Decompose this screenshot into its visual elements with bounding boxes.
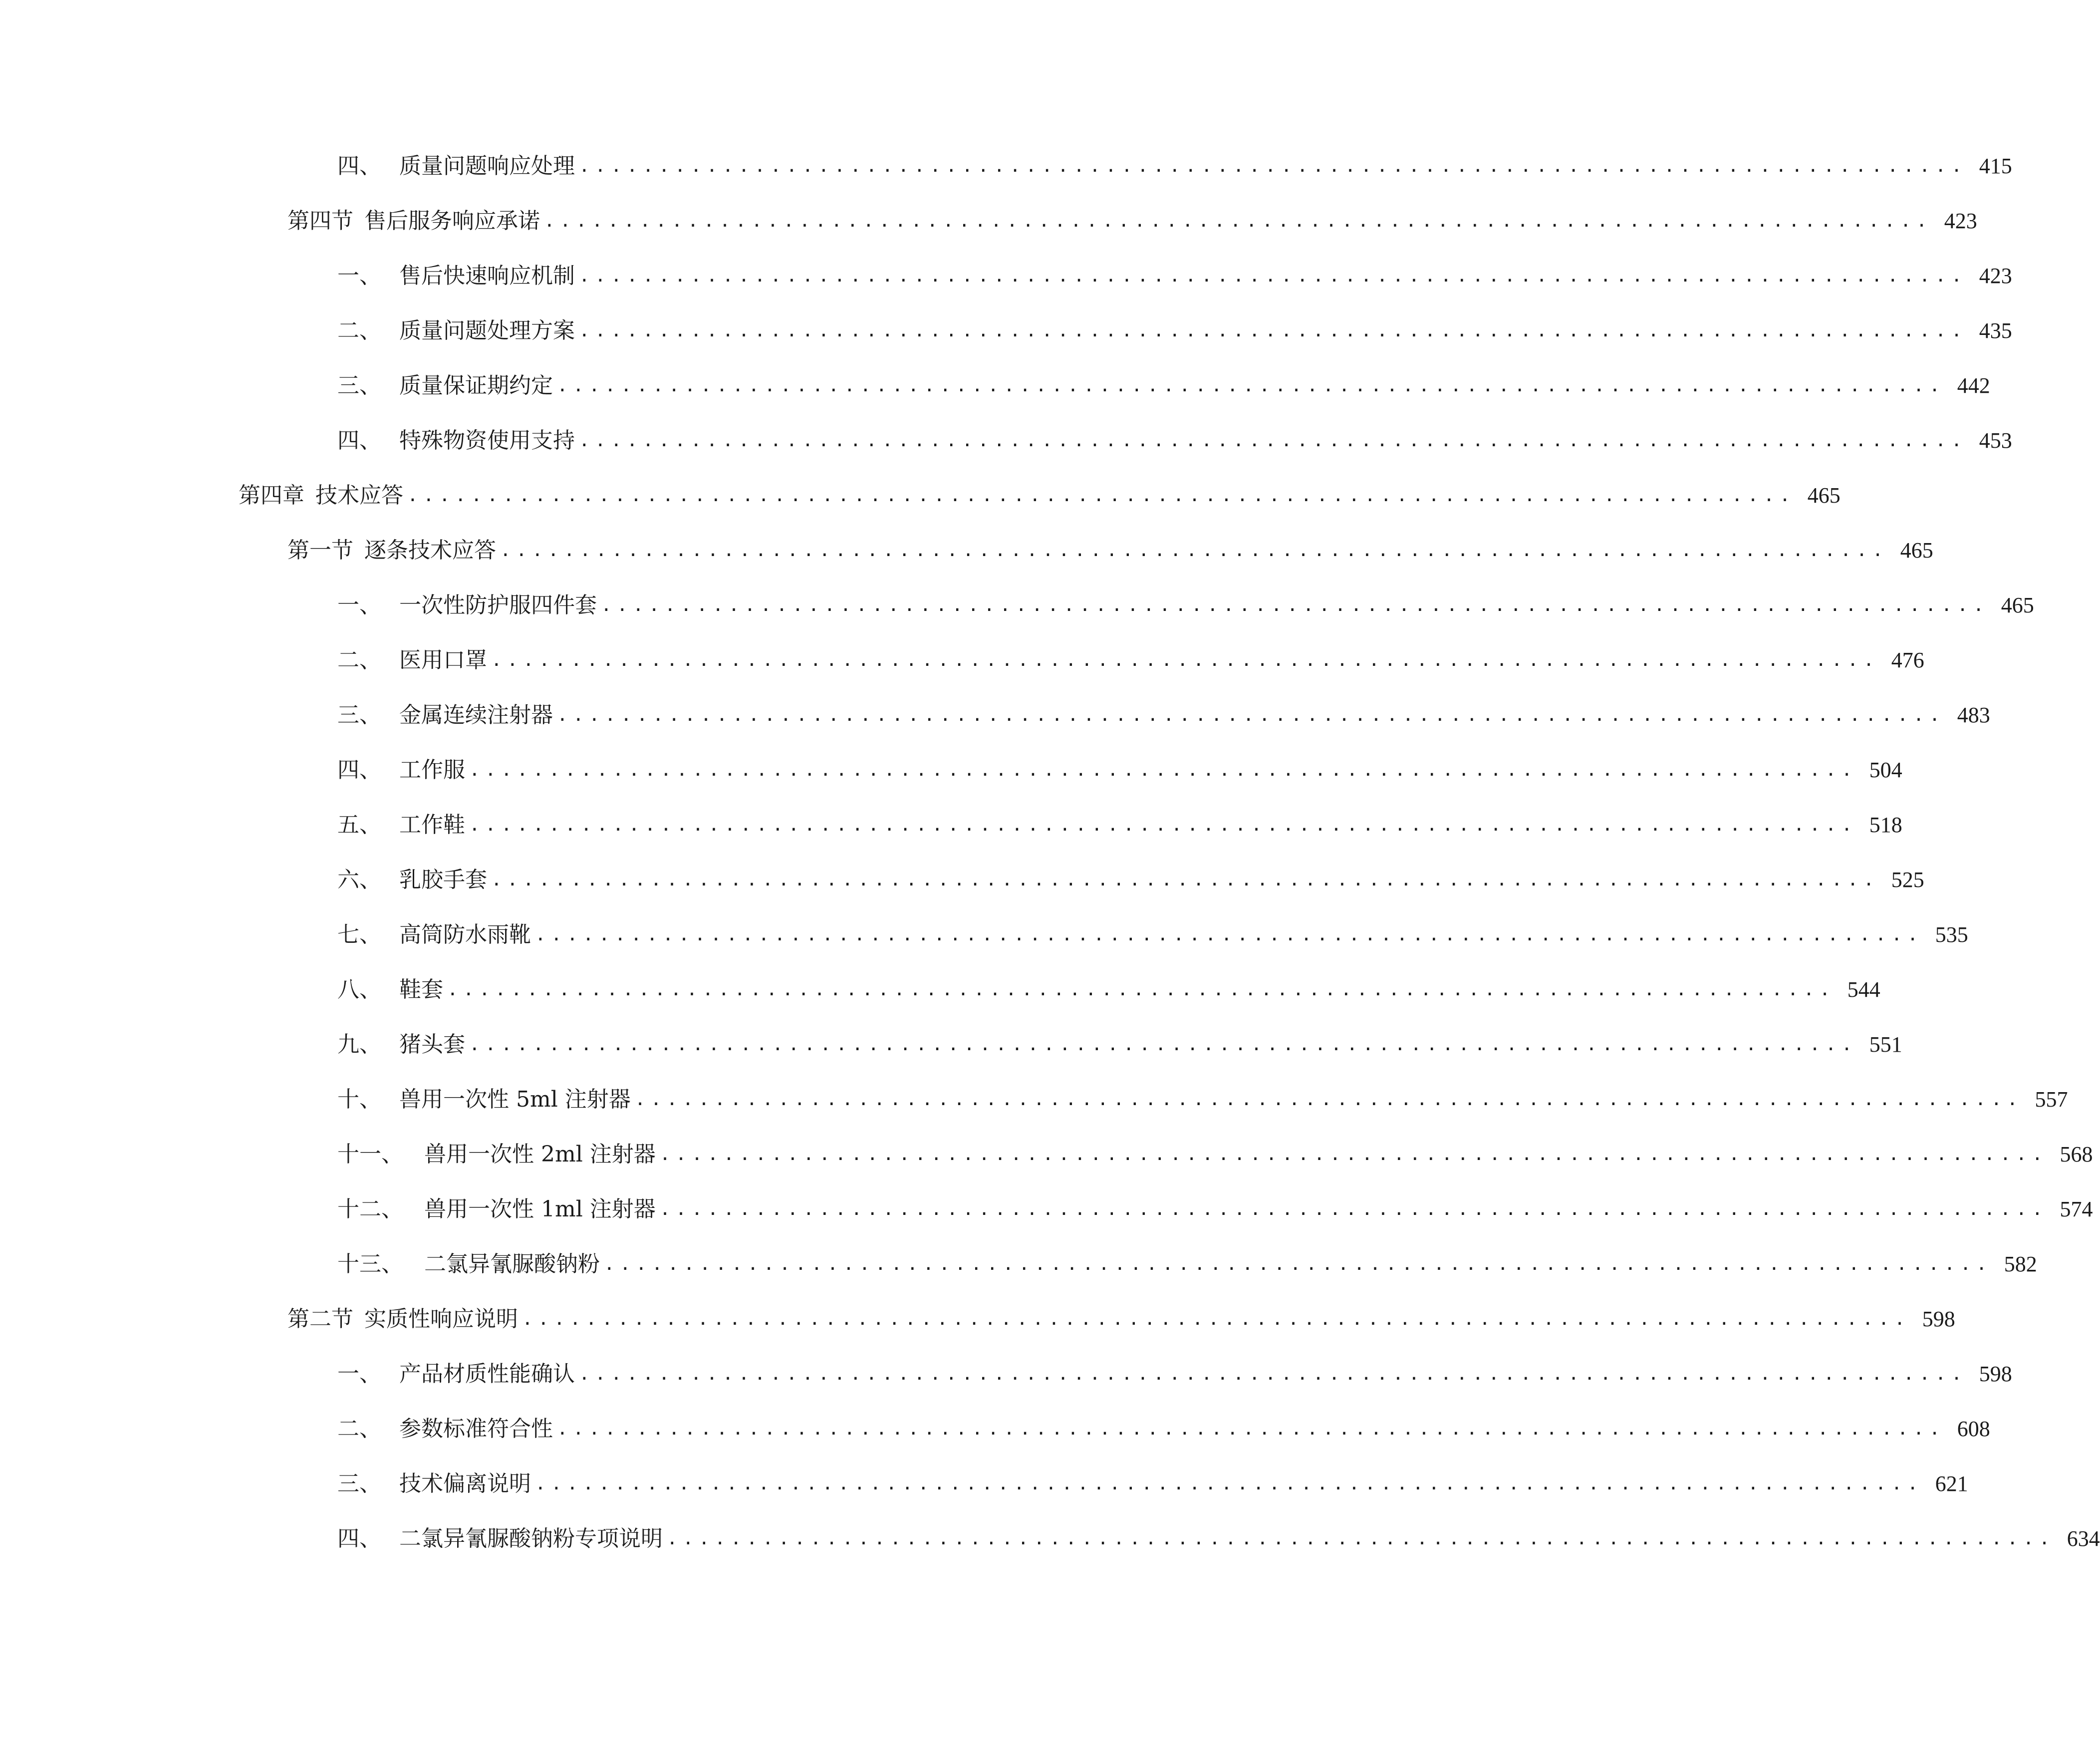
toc-entry-number: 十二、 — [337, 1196, 403, 1222]
toc-entry[interactable] — [337, 1466, 1968, 1501]
toc-entry-title: 产品材质性能确认 — [399, 1361, 575, 1387]
dot-leader: ....................................................................................... — [407, 485, 1796, 506]
toc-entry-title: 售后服务响应承诺 — [364, 208, 540, 234]
toc-entry-title: 工作鞋 — [399, 812, 465, 838]
toc-entry-title: 质量问题处理方案 — [399, 318, 575, 343]
toc-entry-number: 十一、 — [337, 1142, 403, 1167]
dot-leader: ....................................................................................... — [579, 1364, 1967, 1384]
toc-entry-title: 鞋套 — [399, 977, 443, 1002]
dot-leader: ....................................................................................... — [579, 430, 1967, 451]
toc-entry-page: 465 — [1900, 538, 1933, 563]
toc-entry-page: 568 — [2060, 1142, 2093, 1167]
toc-entry-number: 第四章 — [239, 483, 304, 508]
toc-entry[interactable] — [337, 1357, 2012, 1392]
toc-entry-page: 442 — [1957, 373, 1990, 398]
toc-entry[interactable] — [337, 1082, 2068, 1117]
toc-entry-page: 621 — [1935, 1471, 1968, 1496]
toc-entry[interactable] — [337, 972, 1880, 1007]
dot-leader: ....................................................................................... — [535, 924, 1923, 945]
toc-entry-page: 453 — [1979, 428, 2012, 453]
toc-entry-number: 六、 — [337, 867, 381, 892]
toc-entry-title: 技术偏离说明 — [399, 1471, 531, 1496]
toc-entry-number: 第一节 — [287, 538, 353, 563]
dot-leader: ....................................................................................... — [659, 1199, 2048, 1219]
toc-entry-page: 582 — [2004, 1252, 2037, 1276]
toc-entry[interactable] — [239, 478, 1840, 513]
toc-entry-title: 兽用一次性 5ml 注射器 — [399, 1087, 631, 1112]
toc-entry-number: 二、 — [337, 1416, 381, 1442]
dot-leader: ....................................................................................... — [579, 156, 1967, 176]
toc-entry-title: 工作服 — [399, 757, 465, 783]
toc-entry-title: 售后快速响应机制 — [399, 263, 575, 289]
toc-entry-page: 465 — [2001, 593, 2034, 617]
toc-entry[interactable] — [337, 753, 1902, 788]
toc-entry-title: 参数标准符合性 — [399, 1416, 553, 1442]
toc-entry[interactable] — [337, 643, 1924, 678]
toc-entry-number: 三、 — [337, 1471, 381, 1496]
toc-entry-page: 483 — [1957, 703, 1990, 727]
dot-leader: ....................................................................................... — [491, 870, 1879, 890]
toc-entry[interactable] — [337, 1027, 1902, 1062]
toc-entry-title: 特殊物资使用支持 — [399, 428, 575, 453]
toc-entry-page: 557 — [2035, 1087, 2068, 1112]
toc-entry-number: 一、 — [337, 1361, 381, 1387]
toc-entry-number: 二、 — [337, 647, 381, 673]
dot-leader: ....................................................................................... — [667, 1528, 2055, 1549]
toc-entry-number: 二、 — [337, 318, 381, 343]
toc-entry[interactable] — [337, 1521, 2100, 1556]
toc-entry-title: 高筒防水雨靴 — [399, 922, 531, 947]
toc-entry[interactable] — [337, 1247, 2037, 1282]
toc-entry-page: 415 — [1979, 154, 2012, 178]
toc-entry-title: 医用口罩 — [399, 647, 487, 673]
toc-entry[interactable] — [337, 313, 2012, 348]
toc-entry-title: 质量保证期约定 — [399, 373, 553, 398]
toc-entry-page: 608 — [1957, 1417, 1990, 1441]
toc-entry[interactable] — [337, 149, 2012, 184]
toc-entry-number: 一、 — [337, 592, 381, 618]
dot-leader: ....................................................................................... — [659, 1144, 2048, 1165]
toc-entry-number: 十、 — [337, 1087, 381, 1112]
toc-entry-title: 乳胶手套 — [399, 867, 487, 892]
dot-leader: ....................................................................................... — [469, 1034, 1857, 1055]
toc-entry-number: 四、 — [337, 1526, 381, 1551]
toc-entry[interactable] — [337, 808, 1902, 843]
toc-entry-page: 518 — [1869, 813, 1902, 837]
toc-entry-number: 四、 — [337, 153, 381, 179]
toc-entry-page: 465 — [1807, 483, 1840, 508]
dot-leader: ....................................................................................... — [601, 595, 1989, 615]
toc-entry-page: 544 — [1847, 977, 1880, 1002]
toc-entry-number: 九、 — [337, 1032, 381, 1057]
dot-leader: ....................................................................................... — [634, 1089, 2023, 1110]
toc-entry-page: 476 — [1891, 648, 1924, 672]
toc-entry-number: 一、 — [337, 263, 381, 289]
toc-entry-title: 技术应答 — [315, 483, 403, 508]
toc-entry-page: 551 — [1869, 1032, 1902, 1057]
toc-entry[interactable] — [337, 259, 2012, 293]
dot-leader: ....................................................................................... — [557, 1419, 1945, 1439]
toc-entry[interactable] — [337, 698, 1990, 733]
toc-entry-page: 423 — [1979, 264, 2012, 288]
toc-entry-title: 逐条技术应答 — [364, 538, 496, 563]
toc-entry-number: 四、 — [337, 428, 381, 453]
dot-leader: ....................................................................................... — [579, 266, 1967, 286]
dot-leader: ....................................................................................... — [535, 1473, 1923, 1494]
toc-entry-title: 二氯异氰脲酸钠粉 — [424, 1251, 600, 1277]
dot-leader: ....................................................................................... — [491, 650, 1879, 670]
toc-entry-title: 二氯异氰脲酸钠粉专项说明 — [399, 1526, 663, 1551]
toc-entry-page: 435 — [1979, 318, 2012, 343]
toc-entry-title: 实质性响应说明 — [364, 1306, 518, 1332]
toc-entry[interactable] — [337, 1137, 2093, 1172]
toc-entry[interactable] — [337, 368, 1990, 403]
toc-entry-page: 535 — [1935, 922, 1968, 947]
toc-entry[interactable] — [337, 1412, 1990, 1447]
toc-entry-number: 四、 — [337, 757, 381, 783]
dot-leader: ....................................................................................... — [469, 815, 1857, 835]
toc-entry-page: 574 — [2060, 1197, 2093, 1221]
toc-entry[interactable] — [337, 863, 1924, 897]
dot-leader: ....................................................................................... — [544, 211, 1932, 231]
toc-entry-number: 十三、 — [337, 1251, 403, 1277]
toc-entry-page: 598 — [1979, 1362, 2012, 1386]
toc-entry-title: 金属连续注射器 — [399, 702, 553, 728]
toc-entry-number: 三、 — [337, 702, 381, 728]
dot-leader: ....................................................................................... — [579, 320, 1967, 341]
dot-leader: ....................................................................................... — [557, 375, 1945, 396]
toc-entry-number: 第四节 — [287, 208, 353, 234]
toc-entry-page: 423 — [1944, 209, 1977, 233]
toc-entry-title: 兽用一次性 1ml 注射器 — [424, 1196, 656, 1222]
toc-entry-page: 504 — [1869, 758, 1902, 782]
toc-entry[interactable] — [337, 423, 2012, 458]
toc-entry[interactable] — [287, 533, 1933, 568]
dot-leader: ....................................................................................... — [522, 1309, 1910, 1329]
dot-leader: ....................................................................................... — [557, 705, 1945, 725]
toc-entry-title: 质量问题响应处理 — [399, 153, 575, 179]
toc-entry-page: 525 — [1891, 868, 1924, 892]
dot-leader: ....................................................................................... — [500, 540, 1888, 561]
toc-entry[interactable] — [337, 1192, 2093, 1227]
toc-entry-title: 一次性防护服四件套 — [399, 592, 597, 618]
toc-entry-title: 兽用一次性 2ml 注射器 — [424, 1142, 656, 1167]
toc-entry[interactable] — [287, 204, 1977, 239]
toc-entry[interactable] — [337, 917, 1968, 952]
toc-entry-page: 598 — [1922, 1307, 1955, 1331]
toc-entry[interactable] — [287, 1302, 1955, 1337]
toc-entry-number: 五、 — [337, 812, 381, 838]
dot-leader: ....................................................................................... — [604, 1254, 1992, 1274]
toc-entry-number: 七、 — [337, 922, 381, 947]
toc-entry-number: 八、 — [337, 977, 381, 1002]
toc-entry-page: 634 — [2067, 1526, 2100, 1551]
toc-entry-number: 三、 — [337, 373, 381, 398]
toc-entry-title: 猪头套 — [399, 1032, 465, 1057]
toc-entry[interactable] — [337, 588, 2034, 623]
dot-leader: ....................................................................................... — [447, 979, 1836, 1000]
toc-entry-number: 第二节 — [287, 1306, 353, 1332]
dot-leader: ....................................................................................... — [469, 760, 1857, 780]
